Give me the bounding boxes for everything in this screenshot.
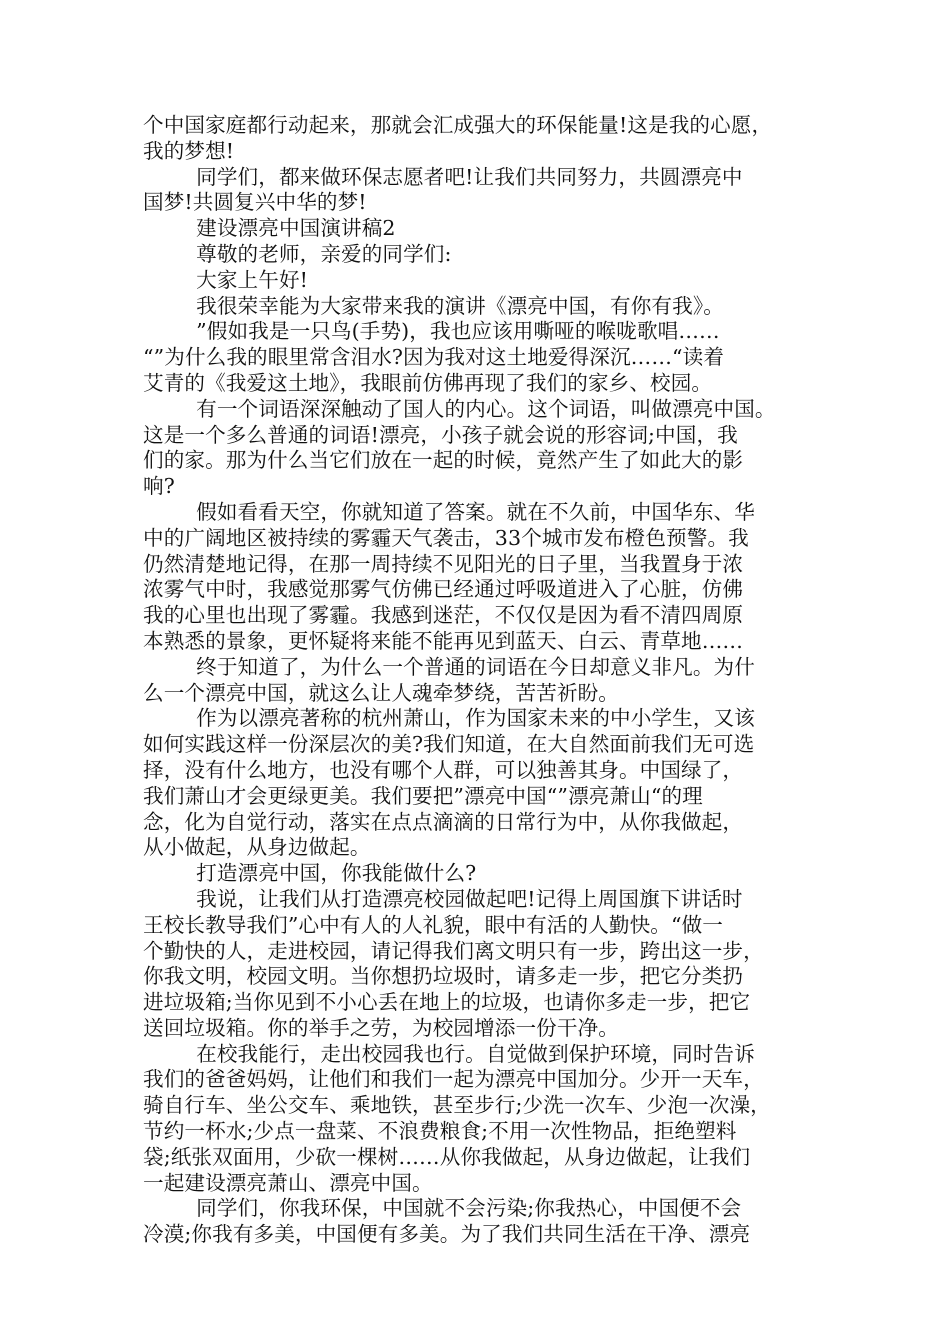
text-line: 骑自行车、坐公交车、乘地铁，甚至步行;少洗一次车、少泡一次澡， [143,1093,771,1118]
text-line: 么一个漂亮中国，就这么让人魂牵梦绕，苦苦祈盼。 [143,680,619,705]
greeting: 大家上午好! [143,267,309,292]
text-line: 王校长教导我们”心中有人的人礼貌，眼中有活的人勤快。“做一 [143,912,723,937]
text-line: 节约一杯水;少点一盘菜、不浪费粮食;不用一次性物品，拒绝塑料 [143,1119,737,1144]
text-line: 择，没有什么地方，也没有哪个人群，可以独善其身。中国绿了， [143,757,744,782]
text-line: 我说，让我们从打造漂亮校园做起吧!记得上周国旗下讲话时 [143,886,743,911]
text-line: 我们萧山才会更绿更美。我们要把”漂亮中国“”漂亮萧山“的理 [143,783,703,808]
text-line: 个中国家庭都行动起来，那就会汇成强大的环保能量!这是我的心愿， [143,113,773,137]
text-line: 袋;纸张双面用，少砍一棵树……从你我做起，从身边做起，让我们 [143,1144,751,1169]
section-title: 建设漂亮中国演讲稿2 [143,216,396,241]
text-line: 我很荣幸能为大家带来我的演讲《漂亮中国，有你有我》。 [143,293,724,318]
text-line: 国梦!共圆复兴中华的梦! [143,190,367,215]
text-line: 送回垃圾箱。你的举手之劳，为校园增添一份干净。 [143,1015,619,1040]
text-line: 一起建设漂亮萧山、漂亮中国。 [143,1170,433,1195]
text-line: 我们的爸爸妈妈，让他们和我们一起为漂亮中国加分。少开一天车， [143,1067,764,1092]
text-line: 终于知道了，为什么一个普通的词语在今日却意义非凡。为什 [143,654,755,679]
speech-text-body [143,113,811,1248]
text-line: 响? [143,474,175,499]
text-line: 从小做起，从身边做起。 [143,835,371,860]
text-line: 仍然清楚地记得，在那一周持续不见阳光的日子里，当我置身于浓 [143,551,744,576]
salutation: 尊敬的老师，亲爱的同学们: [143,241,452,266]
text-line: 我的梦想! [143,138,235,163]
text-line: 打造漂亮中国，你我能做什么? [143,861,477,886]
text-line: 个勤快的人，走进校园，请记得我们离文明只有一步，跨出这一步， [143,938,764,963]
text-line: 中的广阔地区被持续的雾霾天气袭击，33个城市发布橙色预警。我 [143,525,749,550]
text-line: 这是一个多么普通的词语!漂亮，小孩子就会说的形容词;中国，我 [143,422,738,447]
text-line: 有一个词语深深触动了国人的内心。这个词语，叫做漂亮中国。 [143,396,776,421]
text-line: 浓雾气中时，我感觉那雾气仿佛已经通过呼吸道进入了心脏，仿佛 [143,577,744,602]
text-line: 在校我能行，走出校园我也行。自觉做到保护环境，同时告诉 [143,1041,755,1066]
text-line: 艾青的《我爱这土地》，我眼前仿佛再现了我们的家乡、校园。 [143,370,713,395]
text-line: 念，化为自觉行动，落实在点点滴滴的日常行为中，从你我做起， [143,809,744,834]
text-line: ”假如我是一只鸟(手势)，我也应该用嘶哑的喉咙歌唱…… [143,319,720,344]
text-line: 如何实践这样一份深层次的美?我们知道，在大自然面前我们无可选 [143,732,755,757]
text-line: 本熟悉的景象，更怀疑将来能不能再见到蓝天、白云、青草地…… [143,628,744,653]
text-line: 作为以漂亮著称的杭州萧山，作为国家未来的中小学生，又该 [143,706,755,731]
text-line: 同学们，都来做环保志愿者吧!让我们共同努力，共圆漂亮中 [143,164,743,189]
text-line: 冷漠;你我有多美，中国便有多美。为了我们共同生活在干净、漂亮 [143,1222,751,1247]
text-line: 同学们，你我环保，中国就不会污染;你我热心，中国便不会 [143,1196,742,1221]
text-line: 假如看看天空，你就知道了答案。就在不久前，中国华东、华 [143,499,755,524]
text-line: 我的心里也出现了雾霾。我感到迷茫，不仅仅是因为看不清四周原 [143,603,744,628]
text-line: 你我文明，校园文明。当你想扔垃圾时，请多走一步，把它分类扔 [143,964,744,989]
text-line: 们的家。那为什么当它们放在一起的时候，竟然产生了如此大的影 [143,448,744,473]
text-line: 进垃圾箱;当你见到不小心丢在地上的垃圾，也请你多走一步，把它 [143,990,751,1015]
text-line: “”为什么我的眼里常含泪水?因为我对这土地爱得深沉……“读着 [143,345,725,370]
